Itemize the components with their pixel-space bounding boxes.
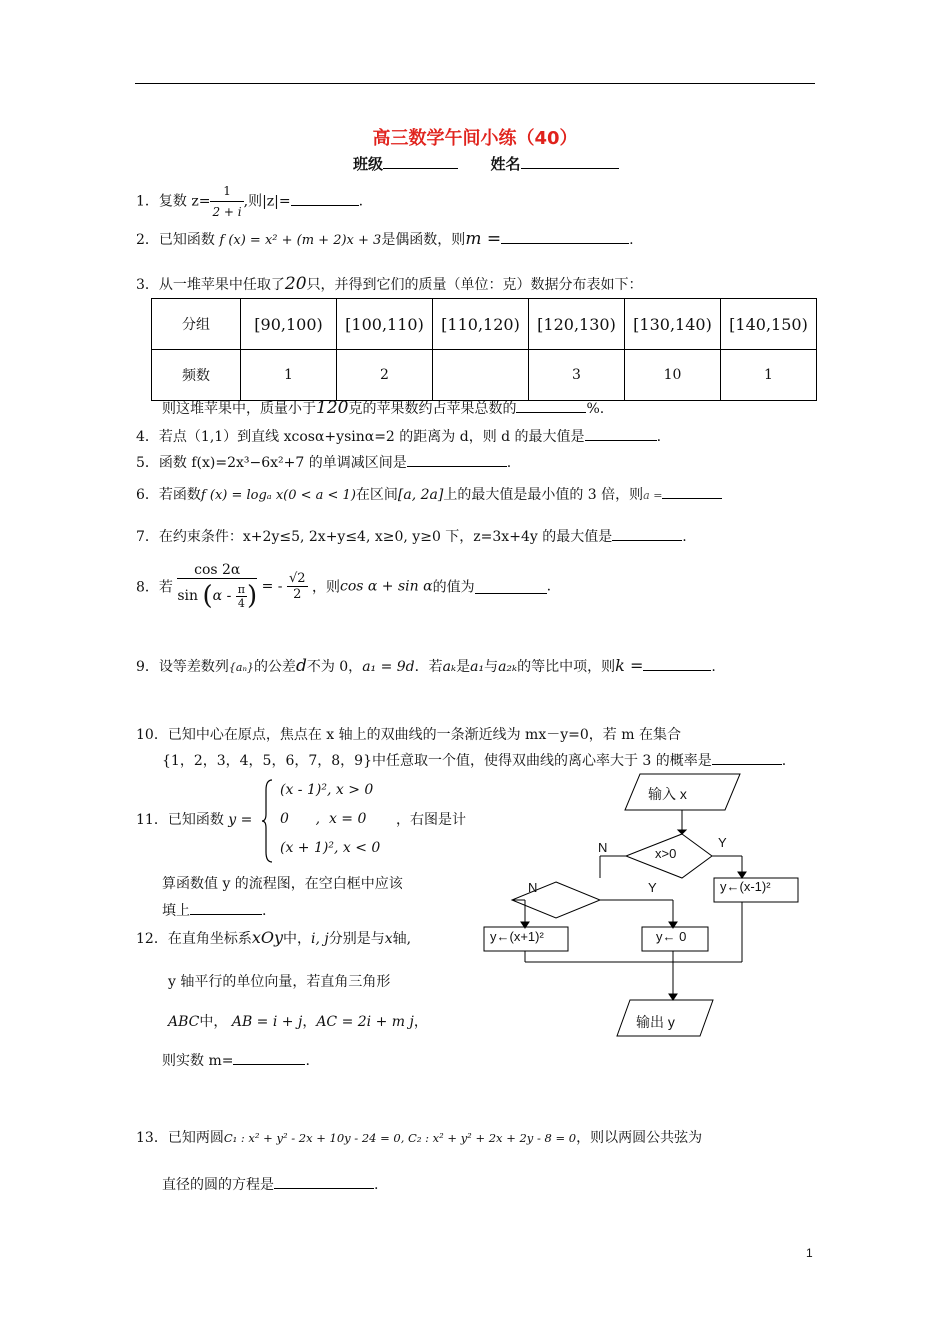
table-cell: 1 [241,350,337,401]
class-blank[interactable] [383,154,458,169]
class-label: 班级 [353,155,384,173]
answer-blank-10[interactable] [712,750,782,765]
answer-blank-2[interactable] [501,229,629,244]
piecewise-case-3: (x + 1)², x < 0 [280,840,381,856]
question-2: 2．已知函数 f (x) = x² + (m + 2)x + 3是偶函数，则m = . [136,229,634,249]
answer-blank-5[interactable] [407,452,507,467]
question-1: 1．复数 z= $\frac{1}{2 + i}$ ,则|z|= . [136,181,363,222]
table-cell: [130,140) [625,299,721,350]
piecewise-case-2: 0 , x = 0 [280,811,367,827]
flowchart-yes-2: Y [648,880,657,895]
answer-blank-9[interactable] [643,656,711,671]
class-field [353,153,619,174]
table-cell: 3 [529,350,625,401]
page-number: 1 [806,1246,813,1260]
question-6: 6．若函数f (x) = logₐ x(0 < a < 1)在区间[a, 2a]上的最大值是最小值的 3 倍，则a = [136,484,722,506]
piecewise-brace [262,778,274,864]
question-11-line2: 算函数值 y 的流程图，在空白框中应该 [162,876,403,892]
answer-blank-13[interactable] [274,1174,374,1189]
flowchart-box-left: y←(x+1)² [490,929,544,944]
question-9: 9．设等差数列{aₙ}的公差d不为 0，a₁ = 9d．若aₖ是a₁与a₂ₖ的等比中项，则k = . [136,656,716,676]
answer-blank-11[interactable] [190,900,262,915]
fraction: cos 2α sin (α - $\frac{\pi}{4}$ ) [177,562,258,611]
question-12: 12．在直角坐标系xOy中，i, j分别是与x轴, [136,928,412,947]
flowchart-input: 输入 x [648,786,687,802]
answer-blank-3[interactable] [516,398,586,413]
flowchart-output: 输出 y [636,1014,675,1030]
table-cell: [140,150) [721,299,817,350]
table-cell: [110,120) [433,299,529,350]
answer-blank-12[interactable] [233,1050,305,1065]
row-header: 分组 [152,299,241,350]
answer-blank-4[interactable] [585,426,657,441]
row-header: 频数 [152,350,241,401]
question-4: 4．若点（1,1）到直线 xcosα+ysinα=2 的距离为 d，则 d 的最大值是 . [136,426,661,447]
question-12-line2: y 轴平行的单位向量，若直角三角形 [168,974,391,990]
question-12-line3: ABC中， AB = i + j，AC = 2i + m j， [168,1014,428,1030]
flowchart-box-mid: y← 0 [656,929,687,944]
name-label: 姓名 [490,155,521,173]
table-cell: [100,110) [337,299,433,350]
table-cell: [120,130) [529,299,625,350]
fraction: $\frac{1}{2 + i}$ [210,181,243,222]
question-11: 11．已知函数 y = [136,812,253,828]
table-cell[interactable] [433,350,529,401]
piecewise-case-1: (x - 1)², x > 0 [280,782,374,798]
question-10-line1: 10．已知中心在原点，焦点在 x 轴上的双曲线的一条渐近线为 mx－y=0，若 m 在集合 [136,727,681,743]
flowchart-no-2: N [528,880,538,895]
flowchart-cond: x>0 [655,846,677,861]
table-row [152,299,817,350]
question-13-line2: 直径的圆的方程是 . [162,1174,378,1195]
flowchart-box-right: y←(x-1)² [720,879,771,894]
question-3-followup: 则这堆苹果中，质量小于120克的苹果数约占苹果总数的 %. [162,398,605,418]
table-cell: [90,100) [241,299,337,350]
table-cell: 1 [721,350,817,401]
table-cell: 10 [625,350,721,401]
answer-blank-7[interactable] [612,526,682,541]
question-13: 13．已知两圆C₁ : x² + y² - 2x + 10y - 24 = 0, C₂ : x² + y² + 2x + 2y - 8 = 0，则以两圆公共弦为 [136,1130,703,1146]
answer-blank-6[interactable] [662,484,722,499]
name-blank[interactable] [521,154,619,169]
question-7: 7．在约束条件：x+2y≤5, 2x+y≤4, x≥0, y≥0 下，z=3x+4y 的最大值是 . [136,526,687,547]
answer-blank-1[interactable] [291,191,359,206]
question-12-line4: 则实数 m= . [162,1050,310,1071]
question-11-suffix: ，右图是计 [396,812,466,828]
question-5: 5．函数 f(x)=2x³−6x²+7 的单调减区间是 . [136,452,511,473]
page-title: 高三数学午间小练（40） [372,128,578,149]
question-8: 8．若 cos 2α sin (α - $\frac{\pi}{4}$ ) = - $\frac{√2}{2}$ ，则cos α + sin α的值为 . [136,562,552,611]
question-10-line2: {1，2，3，4，5，6，7，8，9}中任意取一个值，使得双曲线的离心率大于 3 的概率是 . [162,750,786,771]
question-3: 3．从一堆苹果中任取了20只，并得到它们的质量（单位：克）数据分布表如下： [136,274,643,294]
header-rule [135,83,815,84]
answer-blank-8[interactable] [475,579,547,594]
table-row [152,350,817,401]
question-11-line3: 填上 . [162,900,266,921]
frequency-table [151,298,817,401]
flowchart-yes: Y [718,835,727,850]
flowchart-no: N [598,840,608,855]
table-cell: 2 [337,350,433,401]
flowchart [470,770,810,1050]
fraction: $\frac{√2}{2}$ [288,571,306,602]
